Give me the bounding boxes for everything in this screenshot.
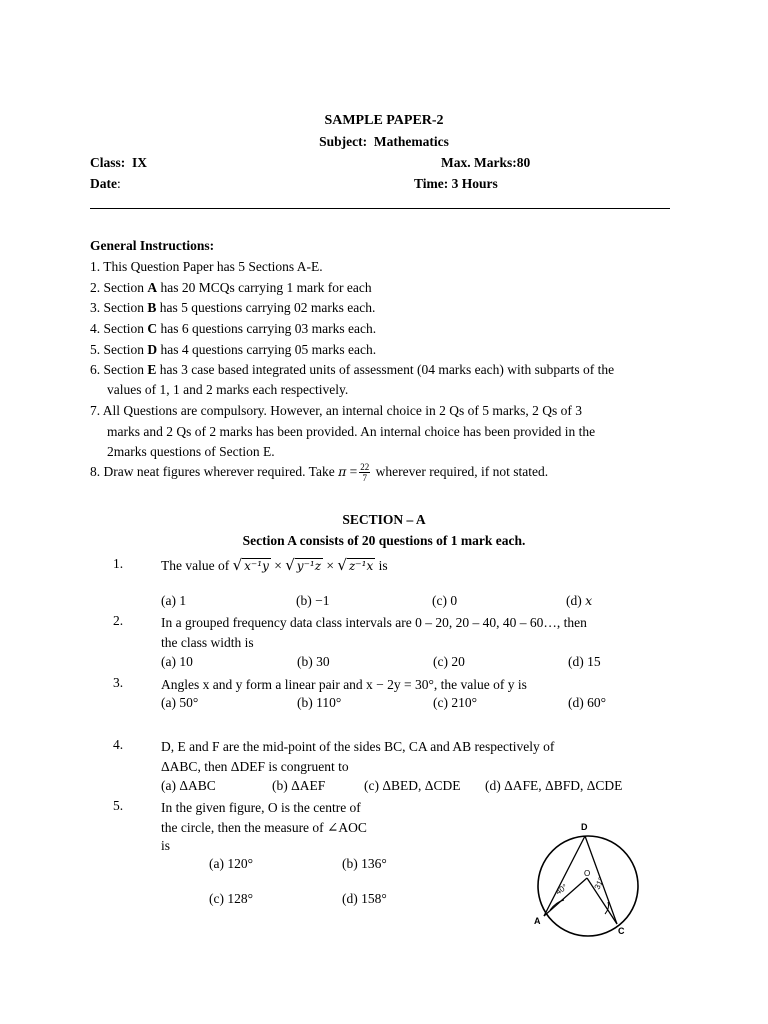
q5-circle-figure [520,818,660,938]
section-subtitle: Section A consists of 20 questions of 1 mark each. [242,533,526,548]
q1-option-a[interactable]: (a) 1 [161,593,187,608]
q2-text-line1: In a grouped frequency data class intervals are 0 – 20, 20 – 40, 40 – 60…, then [161,615,587,630]
q5-number: 5. [113,798,124,813]
q3-option-d[interactable]: (d) 60° [568,695,607,710]
q4-number: 4. [113,737,124,752]
instructions-heading: General Instructions: [90,238,215,253]
instruction-5: 5. Section D has 4 questions carrying 05 marks each. [90,342,377,357]
instruction-8: 8. Draw neat figures wherever required. Take π = $\frac{22}{7}$ wherever required, if not stated. [90,462,549,484]
q2-option-b[interactable]: (b) 30 [297,654,330,669]
class-label: Class: [90,155,126,170]
date-label: Date [90,176,117,191]
q4-option-a[interactable]: (a) ΔABC [161,778,216,793]
instruction-4: 4. Section C has 6 questions carrying 03 marks each. [90,321,377,336]
q5-text-line1: In the given figure, O is the centre of [161,800,361,815]
q1-text: The value of √ x⁻¹y × √ y⁻¹z × √ z⁻¹x is [161,556,388,574]
instruction-6: 6. Section E has 3 case based integrated units of assessment (04 marks each) with subparts of the [90,362,615,377]
q3-option-b[interactable]: (b) 110° [297,695,342,710]
q5-text-line3: is [161,838,171,853]
instruction-7: 7. All Questions are compulsory. However, an internal choice in 2 Qs of 5 marks, 2 Qs of 3 [90,403,582,418]
subject-value: Mathematics [373,134,449,149]
q4-text-line2: ΔABC, then ΔDEF is congruent to [161,759,349,774]
q2-option-d[interactable]: (d) 15 [568,654,601,669]
class-value: IX [132,155,148,170]
q1-option-c[interactable]: (c) 0 [432,593,458,608]
q2-option-c[interactable]: (c) 20 [433,654,465,669]
time-line: Time: 3 Hours [414,176,498,191]
date-line: Date: [90,176,121,191]
label-angle-40: 40° [553,882,570,897]
q1-option-b[interactable]: (b) −1 [296,593,330,608]
q3-text: Angles x and y form a linear pair and x − 2y = 30°, the value of y is [161,677,527,692]
fraction-22-7: $\frac{22}{7}$ [360,462,370,484]
q1-number: 1. [113,556,124,571]
instruction-7-cont-2: 2marks questions of Section E. [107,444,275,459]
subject-line: Subject: Mathematics [319,134,449,149]
section-title: SECTION – A [342,512,426,527]
q5-option-c[interactable]: (c) 128° [209,891,254,906]
instruction-6-cont: values of 1, 1 and 2 marks each respectively. [107,382,349,397]
instruction-2: 2. Section A has 20 MCQs carrying 1 mark for each [90,280,372,295]
instruction-3: 3. Section B has 5 questions carrying 02 marks each. [90,300,376,315]
q4-option-b[interactable]: (b) ΔAEF [272,778,326,793]
q5-text-line2: the circle, then the measure of ∠AOC [161,820,367,835]
label-d: D [581,822,588,832]
q3-option-a[interactable]: (a) 50° [161,695,199,710]
paper-title: SAMPLE PAPER-2 [324,113,444,128]
radius-oa [544,878,587,916]
max-marks: Max. Marks:80 [441,155,531,170]
label-angle-31: 31° [592,876,606,891]
q3-option-c[interactable]: (c) 210° [433,695,478,710]
q2-option-a[interactable]: (a) 10 [161,654,193,669]
q4-text-line1: D, E and F are the mid-point of the sides BC, CA and AB respectively of [161,739,555,754]
label-o: O [584,869,591,878]
circle-outline [538,836,638,936]
instruction-7-cont-1: marks and 2 Qs of 2 marks has been provided. An internal choice has been provided in the [107,424,596,439]
q4-option-d[interactable]: (d) ΔAFE, ΔBFD, ΔCDE [485,778,623,793]
class-line [90,155,147,171]
q5-option-a[interactable]: (a) 120° [209,856,254,871]
q1-option-d[interactable]: (d) x [566,593,593,608]
pi-symbol: π [338,464,347,479]
instruction-1: 1. This Question Paper has 5 Sections A-E. [90,259,323,274]
chord-da [544,836,585,916]
subject-label: Subject [319,134,363,149]
q2-number: 2. [113,613,124,628]
header-divider [90,208,670,209]
q3-number: 3. [113,675,124,690]
q2-text-line2: the class width is [161,635,254,650]
q5-option-b[interactable]: (b) 136° [342,856,387,871]
label-c: C [618,926,625,936]
q4-option-c[interactable]: (c) ΔBED, ΔCDE [364,778,461,793]
label-a: A [534,916,541,926]
q5-option-d[interactable]: (d) 158° [342,891,387,906]
